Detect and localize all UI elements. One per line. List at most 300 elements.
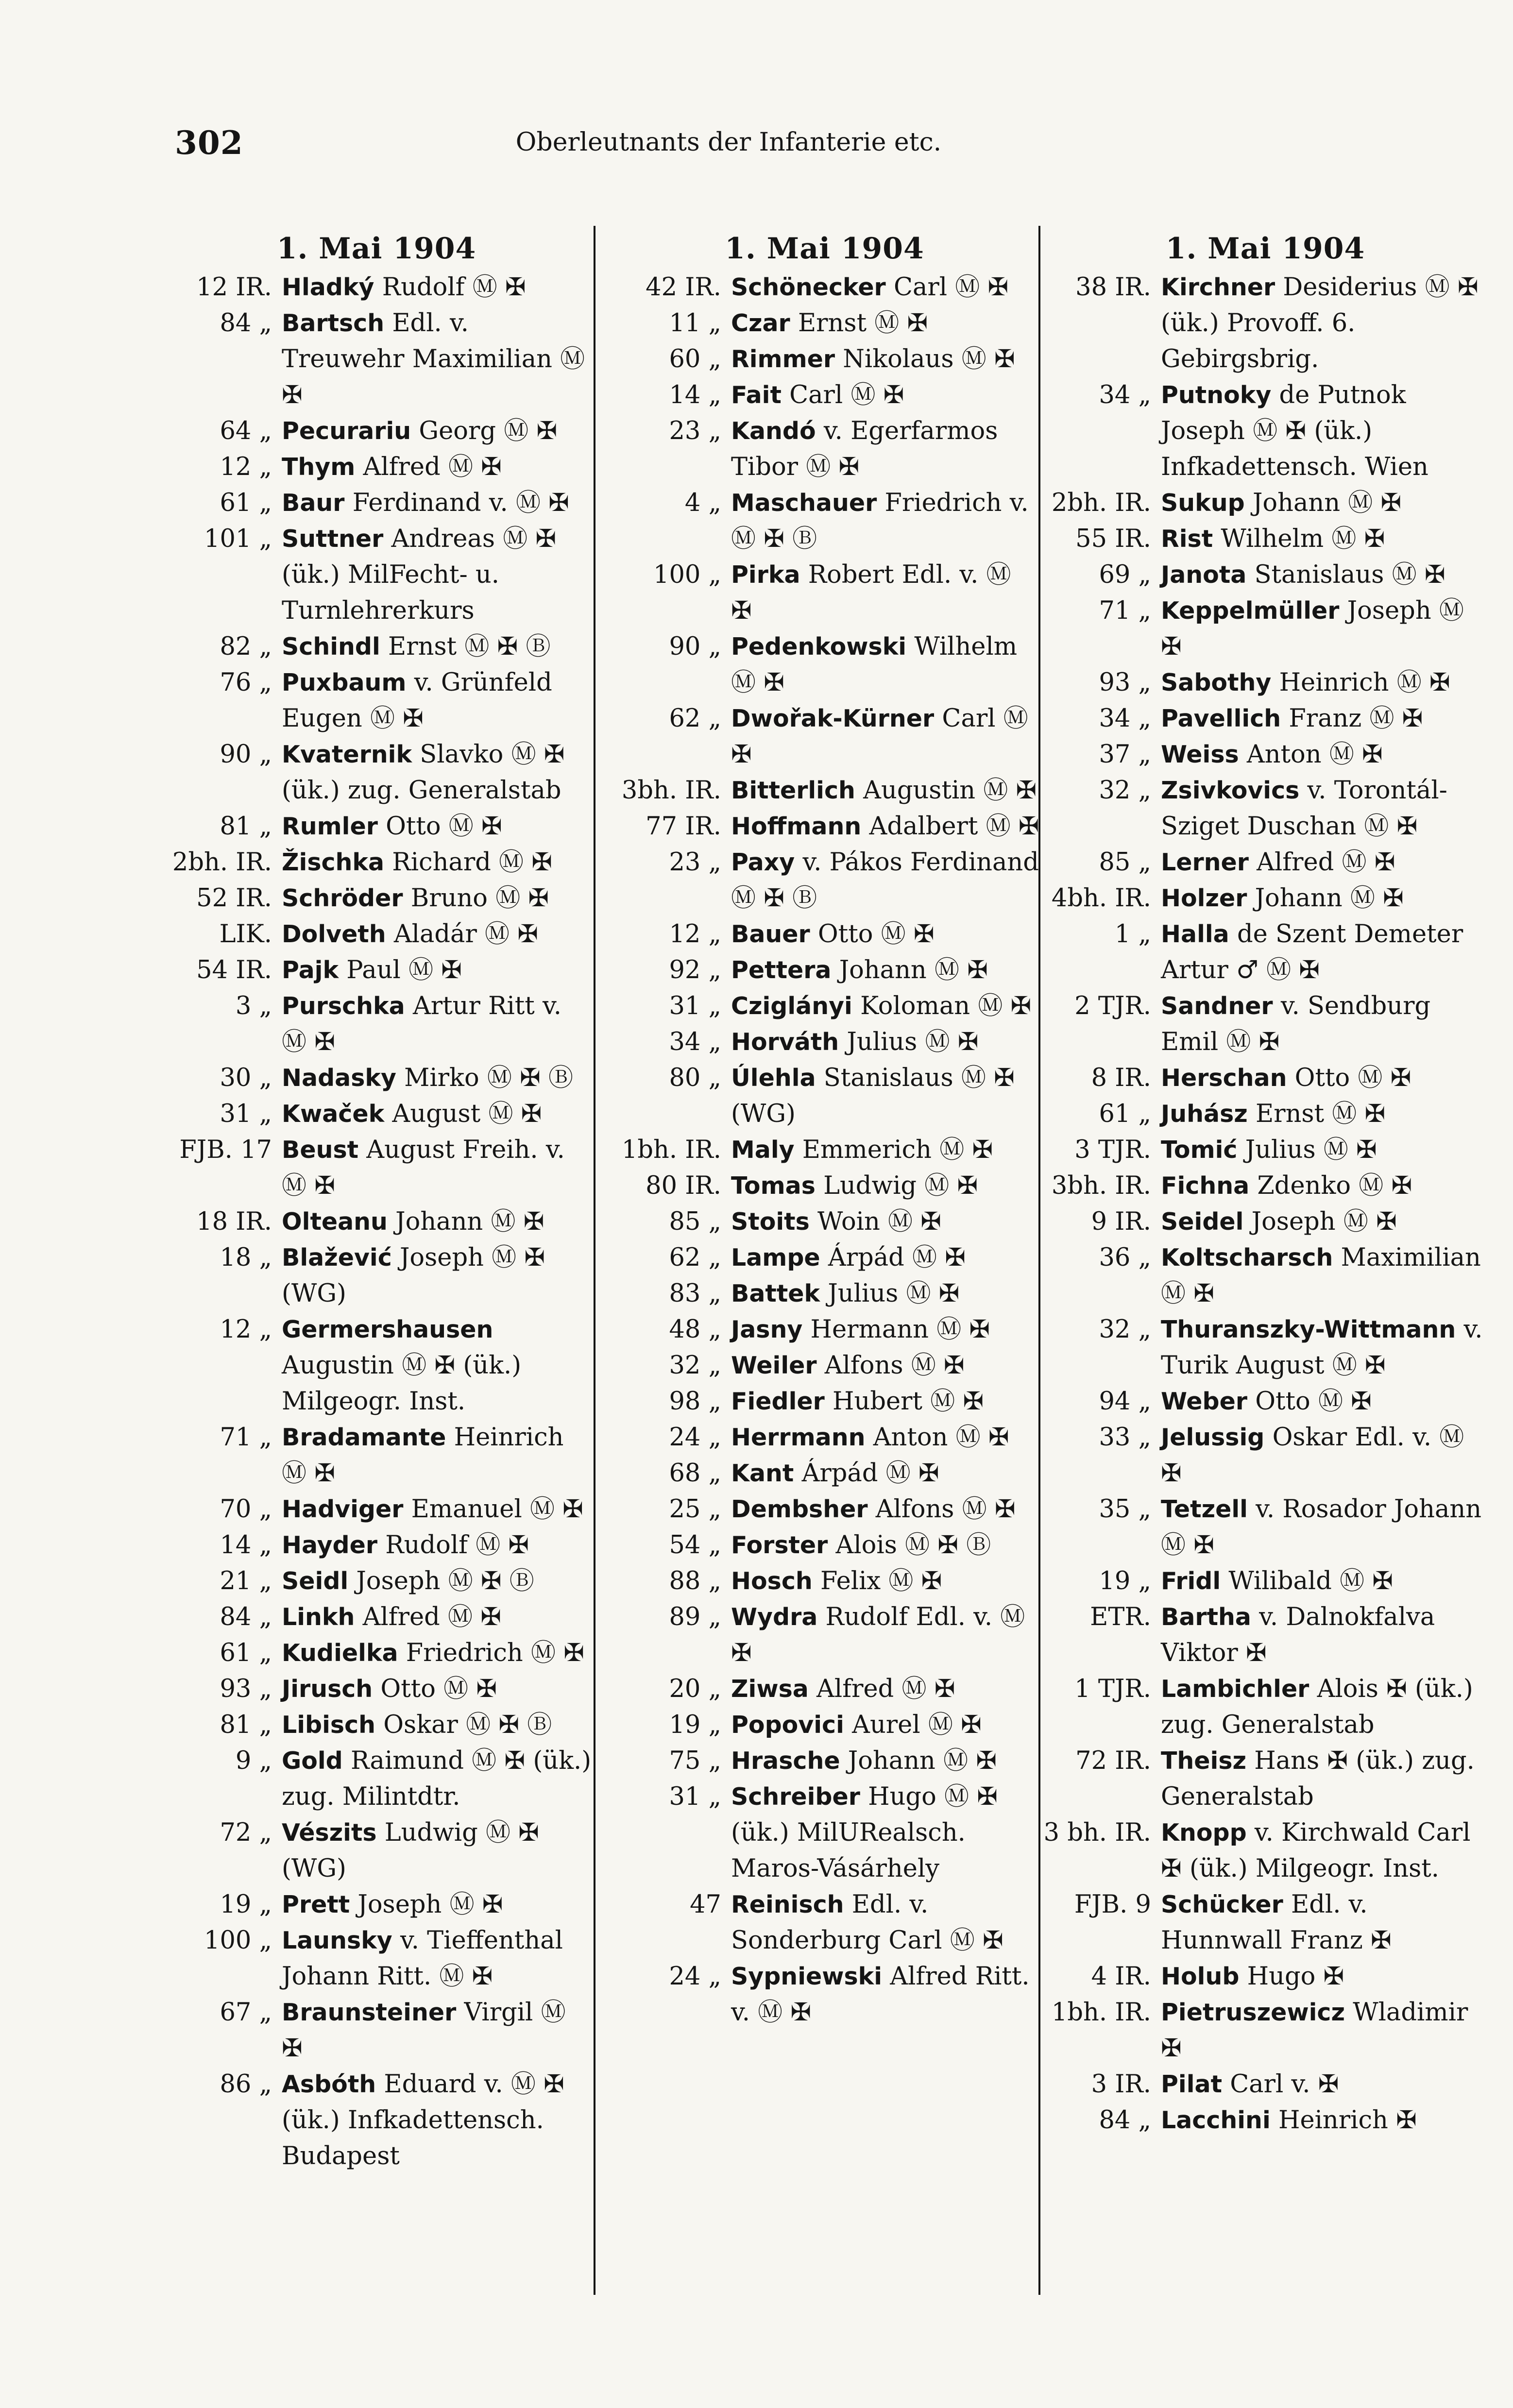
list-item bbox=[160, 1420, 593, 1492]
officer-details: Alfred Ⓜ ✠ bbox=[363, 453, 502, 481]
page-header bbox=[175, 124, 1282, 172]
unit-label: 36 „ bbox=[1099, 1243, 1151, 1272]
entry-text bbox=[1161, 1420, 1491, 1492]
list-item bbox=[160, 809, 593, 845]
unit-label: 52 IR. bbox=[196, 884, 272, 913]
entry-text bbox=[731, 377, 1039, 413]
officer-surname: Baur bbox=[282, 489, 345, 517]
unit-label: 18 IR. bbox=[196, 1207, 272, 1236]
entry-text bbox=[282, 1312, 593, 1420]
unit-label: 42 IR. bbox=[646, 273, 721, 302]
unit-label: 19 „ bbox=[669, 1711, 721, 1739]
entry-text bbox=[731, 1456, 1039, 1492]
entry-text bbox=[282, 881, 593, 916]
entry-text bbox=[1161, 1060, 1491, 1096]
officer-details: Mirko Ⓜ ✠ Ⓑ bbox=[404, 1064, 574, 1092]
entry-list bbox=[1039, 270, 1491, 2138]
unit-label: 80 „ bbox=[669, 1064, 721, 1092]
list-item bbox=[610, 1276, 1039, 1312]
unit-label: 34 „ bbox=[1099, 704, 1151, 733]
officer-details: Ludwig Ⓜ ✠ (WG) bbox=[282, 1818, 539, 1883]
list-item bbox=[160, 1743, 593, 1815]
unit-label: 24 „ bbox=[669, 1423, 721, 1452]
officer-details: Emmerich Ⓜ ✠ bbox=[802, 1136, 993, 1164]
entry-text bbox=[282, 809, 593, 845]
officer-details: Rudolf Ⓜ ✠ bbox=[382, 273, 526, 302]
entry-text bbox=[282, 1635, 593, 1671]
unit-label: 33 „ bbox=[1099, 1423, 1151, 1452]
unit-label: 94 „ bbox=[1099, 1387, 1151, 1416]
unit-label: FJB. 17 bbox=[179, 1136, 272, 1164]
list-item bbox=[1039, 1168, 1491, 1204]
unit-label: 1bh. IR. bbox=[1051, 1998, 1151, 2027]
entry-text bbox=[1161, 773, 1491, 845]
officer-surname: Dwořak-Kürner bbox=[731, 705, 935, 732]
entry-text bbox=[731, 1132, 1039, 1168]
officer-details: Artur Ritt v. Ⓜ ✠ bbox=[282, 992, 561, 1056]
officer-surname: Weiss bbox=[1161, 741, 1239, 768]
officer-surname: Asbóth bbox=[282, 2070, 376, 2098]
officer-surname: Bitterlich bbox=[731, 777, 855, 804]
officer-details: Anton Ⓜ ✠ bbox=[1246, 740, 1383, 769]
list-item bbox=[610, 557, 1039, 629]
entry-text bbox=[1161, 270, 1491, 377]
officer-details: Adalbert Ⓜ ✠ bbox=[869, 812, 1039, 841]
officer-surname: Horváth bbox=[731, 1028, 839, 1056]
officer-details: Joseph Ⓜ ✠ Ⓑ bbox=[356, 1567, 534, 1595]
list-item bbox=[1039, 377, 1491, 485]
entry-text bbox=[731, 988, 1039, 1024]
list-item bbox=[1039, 2103, 1491, 2138]
unit-label: 93 „ bbox=[220, 1675, 272, 1703]
officer-details: Zdenko Ⓜ ✠ bbox=[1257, 1171, 1412, 1200]
list-item bbox=[1039, 557, 1491, 593]
officer-surname: Ziwsa bbox=[731, 1675, 809, 1703]
entry-text bbox=[1161, 1563, 1491, 1599]
officer-details: Alfred Ritt. v. Ⓜ ✠ bbox=[731, 1962, 1030, 2027]
officer-surname: Cziglányi bbox=[731, 992, 852, 1020]
column-1 bbox=[160, 228, 593, 2292]
unit-label: 76 „ bbox=[220, 668, 272, 697]
officer-details: Julius Ⓜ ✠ bbox=[1245, 1136, 1377, 1164]
officer-surname: Sabothy bbox=[1161, 669, 1272, 696]
officer-surname: Launsky bbox=[282, 1927, 392, 1954]
unit-label: 83 „ bbox=[669, 1279, 721, 1308]
entry-text bbox=[1161, 916, 1491, 988]
entry-text bbox=[282, 1671, 593, 1707]
unit-label: 4 IR. bbox=[1091, 1962, 1151, 1991]
unit-label: 61 „ bbox=[220, 489, 272, 517]
entry-text bbox=[1161, 988, 1491, 1060]
entry-text bbox=[1161, 485, 1491, 521]
unit-label: 12 IR. bbox=[196, 273, 272, 302]
officer-surname: Zsivkovics bbox=[1161, 777, 1300, 804]
entry-text bbox=[731, 305, 1039, 341]
list-item bbox=[160, 1599, 593, 1635]
officer-details: Woin Ⓜ ✠ bbox=[817, 1207, 941, 1236]
officer-details: Julius Ⓜ ✠ bbox=[847, 1028, 979, 1056]
column-2 bbox=[610, 228, 1039, 2292]
list-item bbox=[1039, 1743, 1491, 1815]
list-item bbox=[1039, 881, 1491, 916]
list-item bbox=[1039, 485, 1491, 521]
officer-surname: Sukup bbox=[1161, 489, 1245, 517]
entry-text bbox=[282, 1815, 593, 1887]
unit-label: 1bh. IR. bbox=[621, 1136, 721, 1164]
list-item bbox=[1039, 1887, 1491, 1959]
officer-details: Anton Ⓜ ✠ bbox=[873, 1423, 1009, 1452]
list-item bbox=[610, 1599, 1039, 1671]
officer-details: Edl. v. Treuwehr Maximilian Ⓜ ✠ bbox=[282, 309, 585, 409]
officer-surname: Kant bbox=[731, 1459, 794, 1487]
unit-label: 11 „ bbox=[669, 309, 721, 338]
unit-label: 84 „ bbox=[220, 309, 272, 338]
officer-surname: Linkh bbox=[282, 1603, 355, 1631]
officer-details: Alfred Ⓜ ✠ bbox=[362, 1603, 501, 1631]
unit-label: 14 „ bbox=[220, 1531, 272, 1560]
entry-text bbox=[731, 952, 1039, 988]
unit-label: 19 „ bbox=[1099, 1567, 1151, 1595]
entry-text bbox=[282, 1923, 593, 1995]
entry-text bbox=[1161, 1168, 1491, 1204]
officer-surname: Janota bbox=[1161, 561, 1247, 589]
entry-text bbox=[731, 341, 1039, 377]
officer-surname: Popovici bbox=[731, 1711, 844, 1739]
unit-label: 3 bh. IR. bbox=[1043, 1818, 1151, 1847]
entry-text bbox=[1161, 701, 1491, 737]
officer-surname: Fichna bbox=[1161, 1172, 1250, 1200]
officer-details: August Ⓜ ✠ bbox=[392, 1100, 542, 1128]
list-item bbox=[1039, 1959, 1491, 1995]
unit-label: 71 „ bbox=[220, 1423, 272, 1452]
officer-surname: Dolveth bbox=[282, 920, 386, 948]
unit-label: 61 „ bbox=[220, 1639, 272, 1667]
officer-details: Paul Ⓜ ✠ bbox=[346, 956, 462, 984]
list-item bbox=[610, 1492, 1039, 1527]
entry-text bbox=[282, 737, 593, 809]
entry-text bbox=[1161, 1815, 1491, 1887]
list-item bbox=[160, 1096, 593, 1132]
officer-surname: Libisch bbox=[282, 1711, 375, 1739]
officer-details: Stanislaus Ⓜ ✠ (WG) bbox=[731, 1064, 1015, 1128]
unit-label: 84 „ bbox=[1099, 2106, 1151, 2135]
entry-text bbox=[731, 557, 1039, 629]
officer-surname: Žischka bbox=[282, 848, 385, 876]
entry-text bbox=[731, 1312, 1039, 1348]
officer-details: Hans ✠ (ük.) zug. Generalstab bbox=[1161, 1747, 1475, 1811]
officer-details: Joseph Ⓜ ✠ (WG) bbox=[282, 1243, 545, 1308]
unit-label: 25 „ bbox=[669, 1495, 721, 1524]
officer-surname: Germershausen bbox=[282, 1316, 493, 1343]
unit-label: 86 „ bbox=[220, 2070, 272, 2099]
officer-surname: Rimmer bbox=[731, 345, 835, 373]
officer-surname: Pecurariu bbox=[282, 417, 411, 445]
officer-surname: Czar bbox=[731, 309, 790, 337]
officer-surname: Hladký bbox=[282, 273, 374, 301]
list-item bbox=[610, 1527, 1039, 1563]
entry-text bbox=[282, 2067, 593, 2174]
list-item bbox=[1039, 665, 1491, 701]
entry-text bbox=[731, 413, 1039, 485]
officer-surname: Holub bbox=[1161, 1963, 1240, 1990]
officer-surname: Paxy bbox=[731, 848, 795, 876]
officer-details: Aladár Ⓜ ✠ bbox=[393, 920, 538, 949]
list-item bbox=[1039, 1312, 1491, 1384]
officer-details: Hermann Ⓜ ✠ bbox=[810, 1315, 990, 1344]
officer-details: Stanislaus Ⓜ ✠ bbox=[1254, 560, 1445, 589]
entry-text bbox=[282, 916, 593, 952]
officer-surname: Weber bbox=[1161, 1388, 1248, 1415]
list-item bbox=[160, 1132, 593, 1204]
entry-text bbox=[1161, 1096, 1491, 1132]
officer-details: Georg Ⓜ ✠ bbox=[419, 417, 558, 445]
unit-label: 21 „ bbox=[220, 1567, 272, 1595]
list-item bbox=[160, 1204, 593, 1240]
list-item bbox=[1039, 1132, 1491, 1168]
entry-text bbox=[282, 1240, 593, 1312]
officer-details: Bruno Ⓜ ✠ bbox=[410, 884, 549, 913]
unit-label: 54 „ bbox=[669, 1531, 721, 1560]
entry-text bbox=[731, 1348, 1039, 1384]
officer-details: Wilhelm Ⓜ ✠ bbox=[731, 632, 1018, 697]
list-item bbox=[160, 449, 593, 485]
unit-label: 38 IR. bbox=[1075, 273, 1151, 302]
entry-text bbox=[1161, 1132, 1491, 1168]
list-item bbox=[1039, 593, 1491, 665]
unit-label: 92 „ bbox=[669, 956, 721, 984]
officer-details: Wilhelm Ⓜ ✠ bbox=[1221, 525, 1385, 553]
unit-label: 64 „ bbox=[220, 417, 272, 445]
unit-label: 1 TJR. bbox=[1074, 1675, 1151, 1703]
list-item bbox=[610, 1707, 1039, 1743]
unit-label: 3 „ bbox=[235, 992, 272, 1020]
entry-text bbox=[1161, 1743, 1491, 1815]
officer-details: Rudolf Ⓜ ✠ bbox=[385, 1531, 529, 1560]
list-item bbox=[160, 1671, 593, 1707]
unit-label: 100 „ bbox=[204, 1926, 272, 1955]
list-item bbox=[160, 916, 593, 952]
list-item bbox=[610, 1312, 1039, 1348]
officer-surname: Puxbaum bbox=[282, 669, 407, 696]
list-item bbox=[160, 1563, 593, 1599]
officer-surname: Olteanu bbox=[282, 1208, 388, 1236]
entry-text bbox=[731, 1276, 1039, 1312]
unit-label: 61 „ bbox=[1099, 1100, 1151, 1128]
officer-surname: Bartsch bbox=[282, 309, 385, 337]
officer-details: Otto Ⓜ ✠ bbox=[380, 1675, 497, 1703]
officer-details: Alois ✠ (ük.) zug. Generalstab bbox=[1161, 1675, 1473, 1739]
officer-surname: Hoffmann bbox=[731, 813, 862, 840]
officer-details: Oskar Edl. v. Ⓜ ✠ bbox=[1161, 1423, 1464, 1488]
officer-surname: Prett bbox=[282, 1891, 350, 1918]
list-item bbox=[610, 1240, 1039, 1276]
officer-surname: Gold bbox=[282, 1747, 343, 1775]
entry-text bbox=[731, 1204, 1039, 1240]
officer-surname: Bauer bbox=[731, 920, 810, 948]
officer-surname: Úlehla bbox=[731, 1064, 816, 1092]
list-item bbox=[160, 1923, 593, 1995]
entry-text bbox=[282, 1060, 593, 1096]
entry-text bbox=[731, 1563, 1039, 1599]
entry-text bbox=[731, 1599, 1039, 1671]
officer-details: Julius Ⓜ ✠ bbox=[828, 1279, 960, 1308]
officer-surname: Kwaček bbox=[282, 1100, 385, 1128]
officer-surname: Hadviger bbox=[282, 1495, 404, 1523]
entry-text bbox=[731, 1779, 1039, 1887]
entry-text bbox=[731, 485, 1039, 557]
officer-details: Alfons Ⓜ ✠ bbox=[824, 1351, 965, 1380]
officer-surname: Herrmann bbox=[731, 1424, 866, 1451]
list-item bbox=[610, 485, 1039, 557]
list-item bbox=[160, 988, 593, 1060]
unit-label: 9 IR. bbox=[1091, 1207, 1151, 1236]
list-item bbox=[610, 377, 1039, 413]
unit-label: 4bh. IR. bbox=[1051, 884, 1151, 913]
entry-text bbox=[1161, 1995, 1491, 2067]
list-item bbox=[610, 845, 1039, 916]
list-item bbox=[160, 485, 593, 521]
column-3 bbox=[1039, 228, 1491, 2292]
entry-text bbox=[282, 485, 593, 521]
officer-surname: Rist bbox=[1161, 525, 1213, 553]
unit-label: 72 „ bbox=[220, 1818, 272, 1847]
officer-surname: Lampe bbox=[731, 1244, 820, 1272]
officer-details: Alfred Ⓜ ✠ bbox=[816, 1675, 955, 1703]
unit-label: 47 bbox=[690, 1890, 721, 1919]
list-item bbox=[610, 1060, 1039, 1132]
list-item bbox=[160, 629, 593, 665]
list-item bbox=[160, 270, 593, 305]
officer-details: Franz Ⓜ ✠ bbox=[1289, 704, 1423, 733]
entry-text bbox=[282, 988, 593, 1060]
list-item bbox=[1039, 1492, 1491, 1563]
officer-details: Maximilian Ⓜ ✠ bbox=[1161, 1243, 1481, 1308]
entry-text bbox=[731, 629, 1039, 701]
officer-details: Raimund Ⓜ ✠ (ük.) zug. Milintdtr. bbox=[282, 1747, 592, 1811]
unit-label: 3 IR. bbox=[1091, 2070, 1151, 2099]
list-item bbox=[610, 1024, 1039, 1060]
officer-details: Desiderius Ⓜ ✠ (ük.) Provoff. 6. Gebirgsbrig. bbox=[1161, 273, 1479, 373]
officer-details: Johann Ⓜ ✠ bbox=[395, 1207, 544, 1236]
unit-label: 82 „ bbox=[220, 632, 272, 661]
unit-label: LIK. bbox=[219, 920, 272, 949]
officer-details: Carl Ⓜ ✠ bbox=[731, 704, 1028, 769]
list-item bbox=[610, 809, 1039, 845]
entry-text bbox=[1161, 521, 1491, 557]
unit-label: 19 „ bbox=[220, 1890, 272, 1919]
officer-details: Johann Ⓜ ✠ bbox=[839, 956, 988, 984]
unit-label: 93 „ bbox=[1099, 668, 1151, 697]
unit-label: 1 „ bbox=[1114, 920, 1151, 949]
officer-surname: Fridl bbox=[1161, 1567, 1221, 1595]
list-item bbox=[610, 1384, 1039, 1420]
officer-details: v. Tieffenthal Johann Ritt. Ⓜ ✠ bbox=[282, 1926, 563, 1991]
officer-surname: Schreiber bbox=[731, 1783, 860, 1811]
list-item bbox=[610, 270, 1039, 305]
unit-label: 34 „ bbox=[1099, 381, 1151, 409]
entry-text bbox=[282, 845, 593, 881]
officer-surname: Lambichler bbox=[1161, 1675, 1309, 1703]
unit-label: 18 „ bbox=[220, 1243, 272, 1272]
unit-label: 85 „ bbox=[1099, 848, 1151, 877]
officer-details: Augustin Ⓜ ✠ (ük.) Milgeogr. Inst. bbox=[282, 1351, 522, 1416]
unit-label: 2bh. IR. bbox=[1051, 489, 1151, 517]
unit-label: 62 „ bbox=[669, 704, 721, 733]
column-heading: 1. Mai 1904 bbox=[725, 232, 924, 266]
list-item bbox=[1039, 1420, 1491, 1492]
list-item bbox=[160, 881, 593, 916]
unit-label: 31 „ bbox=[669, 1782, 721, 1811]
officer-surname: Juhász bbox=[1161, 1100, 1248, 1128]
entry-text bbox=[282, 1707, 593, 1743]
entry-text bbox=[282, 1420, 593, 1492]
unit-label: 84 „ bbox=[220, 1603, 272, 1631]
officer-surname: Schröder bbox=[282, 884, 403, 912]
officer-surname: Lerner bbox=[1161, 848, 1249, 876]
entry-text bbox=[1161, 1492, 1491, 1563]
unit-label: 4 „ bbox=[684, 489, 721, 517]
officer-surname: Maly bbox=[731, 1136, 795, 1164]
list-item bbox=[1039, 1384, 1491, 1420]
officer-details: v. Sendburg Emil Ⓜ ✠ bbox=[1161, 992, 1431, 1056]
list-item bbox=[610, 1743, 1039, 1779]
officer-details: Otto Ⓜ ✠ bbox=[817, 920, 935, 949]
list-item bbox=[160, 2067, 593, 2174]
unit-label: 14 „ bbox=[669, 381, 721, 409]
list-item bbox=[160, 845, 593, 881]
officer-surname: Pedenkowski bbox=[731, 633, 907, 661]
unit-label: 9 „ bbox=[235, 1747, 272, 1775]
entry-text bbox=[731, 701, 1039, 773]
list-item bbox=[160, 952, 593, 988]
unit-label: 81 „ bbox=[220, 1711, 272, 1739]
list-item bbox=[160, 1635, 593, 1671]
list-item bbox=[1039, 988, 1491, 1060]
list-item bbox=[1039, 270, 1491, 377]
officer-details: Hugo Ⓜ ✠ (ük.) MilURealsch. Maros-Vásárhely bbox=[731, 1782, 998, 1883]
officer-details: v. Grünfeld Eugen Ⓜ ✠ bbox=[282, 668, 552, 733]
officer-surname: Pavellich bbox=[1161, 705, 1281, 732]
officer-surname: Weiler bbox=[731, 1352, 817, 1379]
officer-surname: Sypniewski bbox=[731, 1963, 883, 1990]
officer-surname: Jirusch bbox=[282, 1675, 373, 1703]
list-item bbox=[160, 1060, 593, 1096]
officer-details: Carl Ⓜ ✠ bbox=[893, 273, 1009, 302]
officer-details: v. Egerfarmos Tibor Ⓜ ✠ bbox=[731, 417, 998, 481]
entry-text bbox=[1161, 1312, 1491, 1384]
officer-details: Alfons Ⓜ ✠ bbox=[875, 1495, 1016, 1524]
officer-surname: Holzer bbox=[1161, 884, 1247, 912]
officer-details: v. Rosador Johann Ⓜ ✠ bbox=[1161, 1495, 1482, 1560]
officer-surname: Hrasche bbox=[731, 1747, 840, 1775]
list-item bbox=[1039, 773, 1491, 845]
unit-label: 31 „ bbox=[669, 992, 721, 1020]
officer-surname: Suttner bbox=[282, 525, 384, 553]
list-item bbox=[160, 1240, 593, 1312]
entry-text bbox=[282, 305, 593, 413]
officer-surname: Blažević bbox=[282, 1244, 392, 1272]
officer-surname: Hosch bbox=[731, 1567, 813, 1595]
officer-surname: Knopp bbox=[1161, 1819, 1247, 1847]
officer-details: Heinrich ✠ bbox=[1278, 2106, 1417, 2135]
unit-label: 23 „ bbox=[669, 848, 721, 877]
officer-surname: Thym bbox=[282, 453, 356, 481]
list-item bbox=[1039, 1815, 1491, 1887]
entry-text bbox=[731, 1959, 1039, 2031]
unit-label: 34 „ bbox=[669, 1028, 721, 1056]
officer-details: Virgil Ⓜ ✠ bbox=[282, 1998, 566, 2063]
list-item bbox=[1039, 521, 1491, 557]
